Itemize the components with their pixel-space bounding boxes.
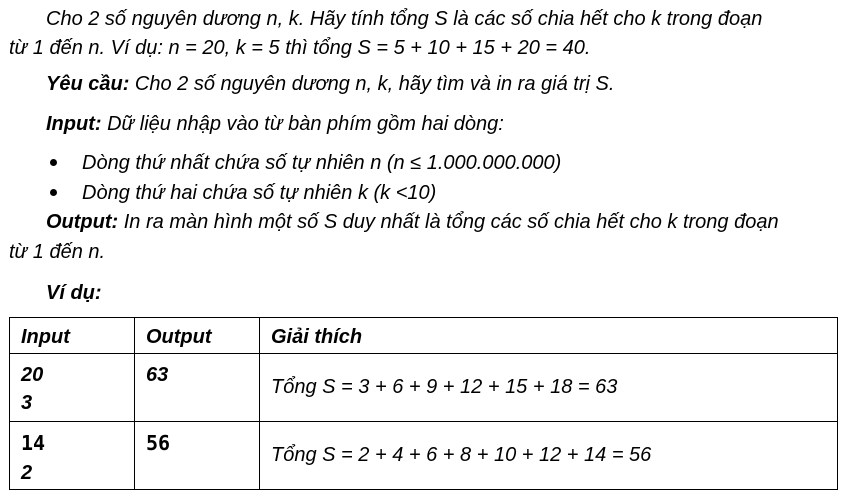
table-row xyxy=(10,422,838,490)
input-label: Input: xyxy=(46,113,102,135)
header-input: Input xyxy=(10,318,135,354)
input-bullet-2: Dòng thứ hai chứa số tự nhiên k (k <10) xyxy=(82,182,437,204)
input-text: Dữ liệu nhập vào từ bàn phím gồm hai dòng: xyxy=(101,113,504,135)
bullet-dot-icon xyxy=(50,159,57,166)
requirement-label: Yêu cầu: xyxy=(46,73,130,95)
row-2-output: 56 xyxy=(135,422,260,490)
row-1-explanation: Tổng S = 3 + 6 + 9 + 12 + 15 + 18 = 63 xyxy=(260,354,838,422)
output-line-2: từ 1 đến n. xyxy=(9,241,106,263)
example-table xyxy=(9,317,838,490)
header-output: Output xyxy=(135,318,260,354)
row-1-input: 20 3 xyxy=(10,354,135,422)
output-text: In ra màn hình một số S duy nhất là tổng các số chia hết cho k trong đoạn xyxy=(118,211,779,233)
header-explanation: Giải thích xyxy=(260,318,838,354)
requirement-paragraph xyxy=(46,72,614,96)
output-label: Output: xyxy=(46,211,119,233)
output-paragraph xyxy=(46,210,779,234)
row-2-input: 14 2 xyxy=(10,422,135,490)
row-2-explanation: Tổng S = 2 + 4 + 6 + 8 + 10 + 12 + 14 = 56 xyxy=(260,422,838,490)
bullet-dot-icon xyxy=(50,189,57,196)
row-1-output: 63 xyxy=(135,354,260,422)
intro-line-2: từ 1 đến n. Ví dụ: n = 20, k = 5 thì tổng S = 5 + 10 + 15 + 20 = 40. xyxy=(9,37,591,59)
input-paragraph xyxy=(46,112,504,136)
requirement-text: Cho 2 số nguyên dương n, k, hãy tìm và in ra giá trị S. xyxy=(129,73,615,95)
table-header-row xyxy=(10,318,838,354)
example-label: Ví dụ: xyxy=(46,282,102,304)
input-bullet-1: Dòng thứ nhất chứa số tự nhiên n (n ≤ 1.000.000.000) xyxy=(82,152,562,174)
table-row xyxy=(10,354,838,422)
intro-line-1: Cho 2 số nguyên dương n, k. Hãy tính tổng S là các số chia hết cho k trong đoạn xyxy=(46,8,763,30)
